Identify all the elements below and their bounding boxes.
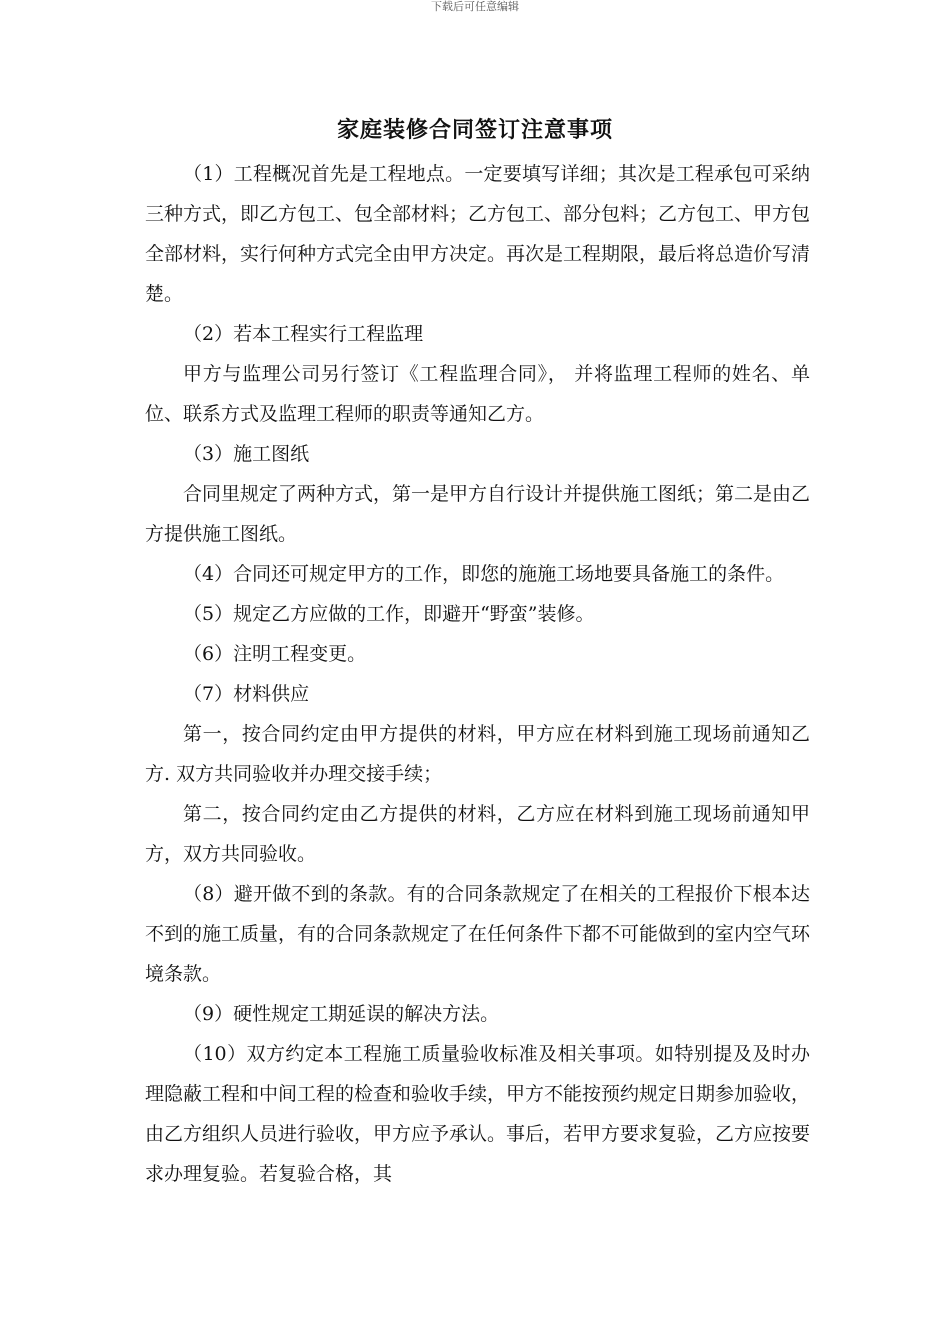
- paragraph-3: 甲方与监理公司另行签订《工程监理合同》， 并将监理工程师的姓名、单位、联系方式及监理工程师的职责等通知乙方。: [145, 363, 810, 425]
- paragraph-11: 第二，按合同约定由乙方提供的材料，乙方应在材料到施工现场前通知甲方，双方共同验收。: [145, 803, 810, 865]
- paragraph-2: （2）若本工程实行工程监理: [183, 323, 424, 345]
- paragraph-14: （10）双方约定本工程施工质量验收标准及相关事项。如特别提及及时办理隐蔽工程和中间工程的检查和验收手续，甲方不能按预约规定日期参加验收，由乙方组织人员进行验收，甲方应予承认。事后，若甲方要求复验，乙方应按要求办理复验。若复验合格，其: [145, 1043, 811, 1185]
- document-title: 家庭装修合同签订注意事项: [336, 117, 613, 143]
- paragraph-13: （9）硬性规定工期延误的解决方法。: [183, 1003, 500, 1025]
- paragraph-7: （5）规定乙方应做的工作，即避开“野蛮”装修。: [183, 603, 595, 625]
- paragraph-9: （7）材料供应: [183, 683, 310, 705]
- paragraph-12: （8）避开做不到的条款。有的合同条款规定了在相关的工程报价下根本达不到的施工质量，有的合同条款规定了在任何条件下都不可能做到的室内空气环境条款。: [145, 883, 811, 985]
- paragraph-4: （3）施工图纸: [183, 443, 310, 465]
- paragraph-10: 第一，按合同约定由甲方提供的材料，甲方应在材料到施工现场前通知乙方. 双方共同验收并办理交接手续；: [145, 723, 810, 785]
- paragraph-5: 合同里规定了两种方式，第一是甲方自行设计并提供施工图纸；第二是由乙方提供施工图纸。: [145, 483, 811, 545]
- page-header-note: 下载后可任意编辑: [431, 0, 519, 13]
- paragraph-6: （4）合同还可规定甲方的工作，即您的施施工场地要具备施工的条件。: [183, 563, 785, 585]
- document-body: [145, 154, 810, 1194]
- paragraph-8: （6）注明工程变更。: [183, 643, 367, 665]
- paragraph-1: （1）工程概况首先是工程地点。一定要填写详细；其次是工程承包可采纳三种方式，即乙方包工、包全部材料；乙方包工、部分包料；乙方包工、甲方包全部材料，实行何种方式完全由甲方决定。再次是工程期限，最后将总造价写清楚。: [145, 163, 811, 305]
